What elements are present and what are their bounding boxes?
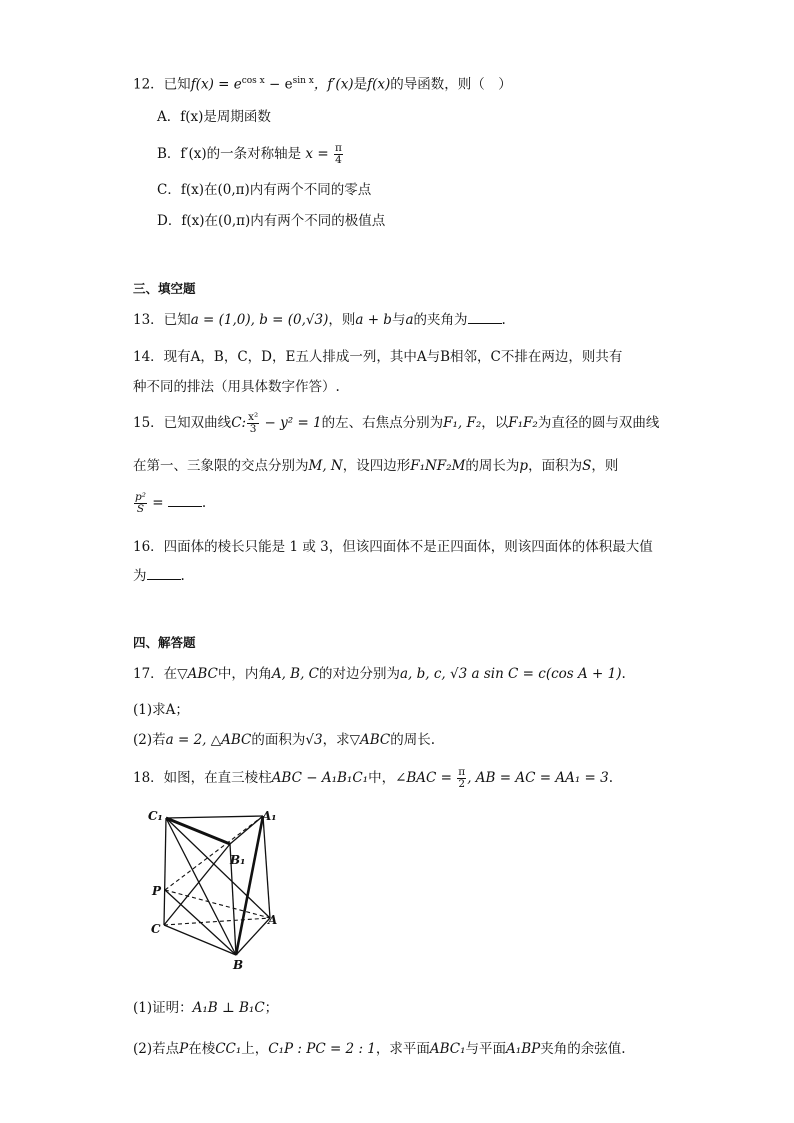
edge-c-b bbox=[164, 925, 236, 955]
label-a1: A₁ bbox=[262, 809, 277, 823]
q15-line1: 15．已知双曲线C: $\frac{\text{x²}}{3}$ − y² = 1的左、右焦点分别为F₁, F₂，以F₁F₂为直径的圆与双曲线 bbox=[133, 411, 660, 435]
section-answer-heading: 四、解答题 bbox=[133, 635, 196, 650]
q13-answer-blank bbox=[468, 311, 502, 324]
segment-b1-c bbox=[164, 844, 230, 925]
q17-part1: (1)求A； bbox=[133, 702, 189, 718]
q17-stem: 17．在▽ABC中，内角A, B, C的对边分别为a, b, c, √3 a sin C = c(cos A + 1). bbox=[133, 666, 626, 682]
q12-option-d: D．f(x)在(0,π)内有两个不同的极值点 bbox=[157, 213, 386, 229]
q15-answer-blank bbox=[168, 494, 202, 507]
label-a: A bbox=[268, 913, 278, 927]
q18-part1: (1)证明：A₁B ⊥ B₁C； bbox=[133, 1000, 279, 1016]
label-c: C bbox=[151, 922, 161, 936]
label-p: P bbox=[152, 884, 162, 898]
edge-a1-a bbox=[263, 816, 270, 918]
q16-line2: 为 . bbox=[133, 568, 185, 584]
label-b1: B₁ bbox=[230, 853, 246, 867]
segment-a1-b bbox=[236, 816, 263, 955]
edge-c1-c bbox=[164, 818, 166, 925]
q14-line2: 种不同的排法（用具体数字作答）. bbox=[133, 379, 340, 395]
label-b: B bbox=[233, 958, 244, 972]
edge-c1-a1 bbox=[166, 816, 263, 818]
label-c1: C₁ bbox=[148, 809, 163, 823]
q12-option-a: A．f(x)是周期函数 bbox=[157, 109, 271, 125]
q14-line1: 14．现有A，B，C，D，E五人排成一列，其中A与B相邻，C不排在两边，则共有 bbox=[133, 349, 623, 365]
q12-option-c: C．f(x)在(0,π)内有两个不同的零点 bbox=[157, 182, 372, 198]
prism-figure bbox=[148, 808, 288, 978]
hidden-segment-p-a1 bbox=[165, 816, 263, 890]
section-fill-in-heading: 三、填空题 bbox=[133, 281, 196, 296]
q15-line3: $\frac{\text{p²}}{S}$ = . bbox=[135, 491, 207, 515]
q16-answer-blank bbox=[147, 567, 181, 580]
edge-c1-b1 bbox=[166, 818, 230, 844]
q18-part2: (2)若点P在棱CC₁上，C₁P : PC = 2 : 1，求平面ABC₁与平面A₁BP夹角的余弦值. bbox=[133, 1041, 626, 1057]
q13: 13．已知a = (1,0), b = (0,√3)，则a + b与a的夹角为 . bbox=[133, 312, 506, 328]
q18-stem: 18．如图，在直三棱柱ABC − A₁B₁C₁中，∠BAC = $\frac{\pi}{2}$ , AB = AC = AA₁ = 3. bbox=[133, 766, 614, 790]
q12-option-b: B．f′(x)的一条对称轴是 x = $\frac{\pi}{4}$ bbox=[157, 142, 342, 166]
q12-stem: 12．已知$f(x) = e^{cos x} - e^{sin x}$，f′(x)是f(x)的导函数，则（ ） bbox=[133, 76, 512, 93]
q16-line1: 16．四面体的棱长只能是 1 或 3，但该四面体不是正四面体，则该四面体的体积最大值 bbox=[133, 539, 653, 555]
segment-c1-b bbox=[166, 818, 236, 955]
q15-line2: 在第一、三象限的交点分别为M, N，设四边形F₁NF₂M的周长为p，面积为S，则 bbox=[133, 458, 619, 474]
q17-part2: (2)若a = 2, △ABC的面积为√3，求▽ABC的周长. bbox=[133, 732, 436, 748]
